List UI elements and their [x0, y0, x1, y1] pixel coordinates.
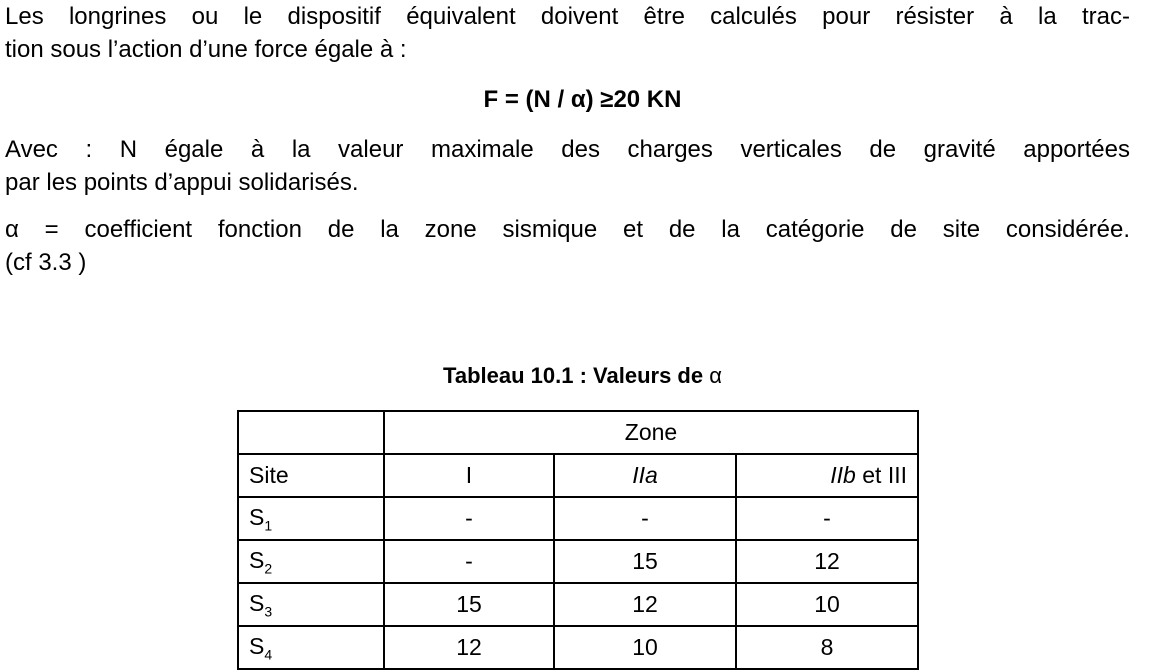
- value-cell: 10: [554, 626, 736, 669]
- alpha-values-table: [237, 410, 919, 670]
- table-row: [238, 583, 918, 626]
- paragraph-line: tion sous l’action d’une force égale à :: [5, 36, 407, 63]
- site-subscript: 4: [264, 646, 273, 663]
- table-header-row: [238, 411, 918, 454]
- zone-iia-label: IIa: [632, 462, 658, 488]
- value-cell: -: [736, 497, 918, 540]
- table-row: [238, 497, 918, 540]
- zone-iia-header: [554, 454, 736, 497]
- value-cell: 12: [554, 583, 736, 626]
- site-cell: [238, 540, 384, 583]
- value-cell: 8: [736, 626, 918, 669]
- table-caption-symbol: α: [709, 363, 722, 388]
- table-row: [238, 540, 918, 583]
- paragraph-line: (cf 3.3 ): [5, 249, 87, 276]
- site-letter: S: [249, 632, 265, 659]
- paragraph-line: Avec : N égale à la valeur maximale des charges verticales de gravité apportées: [5, 136, 1130, 163]
- table-subheader-row: [238, 454, 918, 497]
- zone-iii-label: et III: [855, 462, 907, 488]
- table-corner-cell: [238, 411, 384, 454]
- formula: F = (N / α) ≥20 KN: [483, 86, 682, 113]
- table-caption: [0, 362, 1165, 390]
- zone-i-header: I: [384, 454, 554, 497]
- value-cell: -: [554, 497, 736, 540]
- site-subscript: 2: [264, 560, 273, 577]
- site-cell: [238, 626, 384, 669]
- site-letter: S: [249, 503, 265, 530]
- value-cell: -: [384, 540, 554, 583]
- site-cell: [238, 583, 384, 626]
- site-header: Site: [238, 454, 384, 497]
- site-cell: [238, 497, 384, 540]
- site-subscript: 1: [264, 517, 273, 534]
- site-subscript: 3: [264, 603, 273, 620]
- zone-iib-iii-header: [736, 454, 918, 497]
- value-cell: -: [384, 497, 554, 540]
- paragraph-line: par les points d’appui solidarisés.: [5, 169, 359, 196]
- value-cell: 15: [384, 583, 554, 626]
- paragraph-line: α = coefficient fonction de la zone sismique et de la catégorie de site considérée.: [5, 216, 1130, 243]
- table-caption-text: Tableau 10.1 : Valeurs de: [443, 363, 704, 388]
- zone-header: Zone: [384, 411, 918, 454]
- site-letter: S: [249, 589, 265, 616]
- value-cell: 12: [384, 626, 554, 669]
- value-cell: 12: [736, 540, 918, 583]
- value-cell: 15: [554, 540, 736, 583]
- value-cell: 10: [736, 583, 918, 626]
- zone-iib-label: IIb: [830, 462, 856, 488]
- paragraph-line: Les longrines ou le dispositif équivalent doivent être calculés pour résister à la trac-: [5, 3, 1130, 30]
- site-letter: S: [249, 546, 265, 573]
- table-row: [238, 626, 918, 669]
